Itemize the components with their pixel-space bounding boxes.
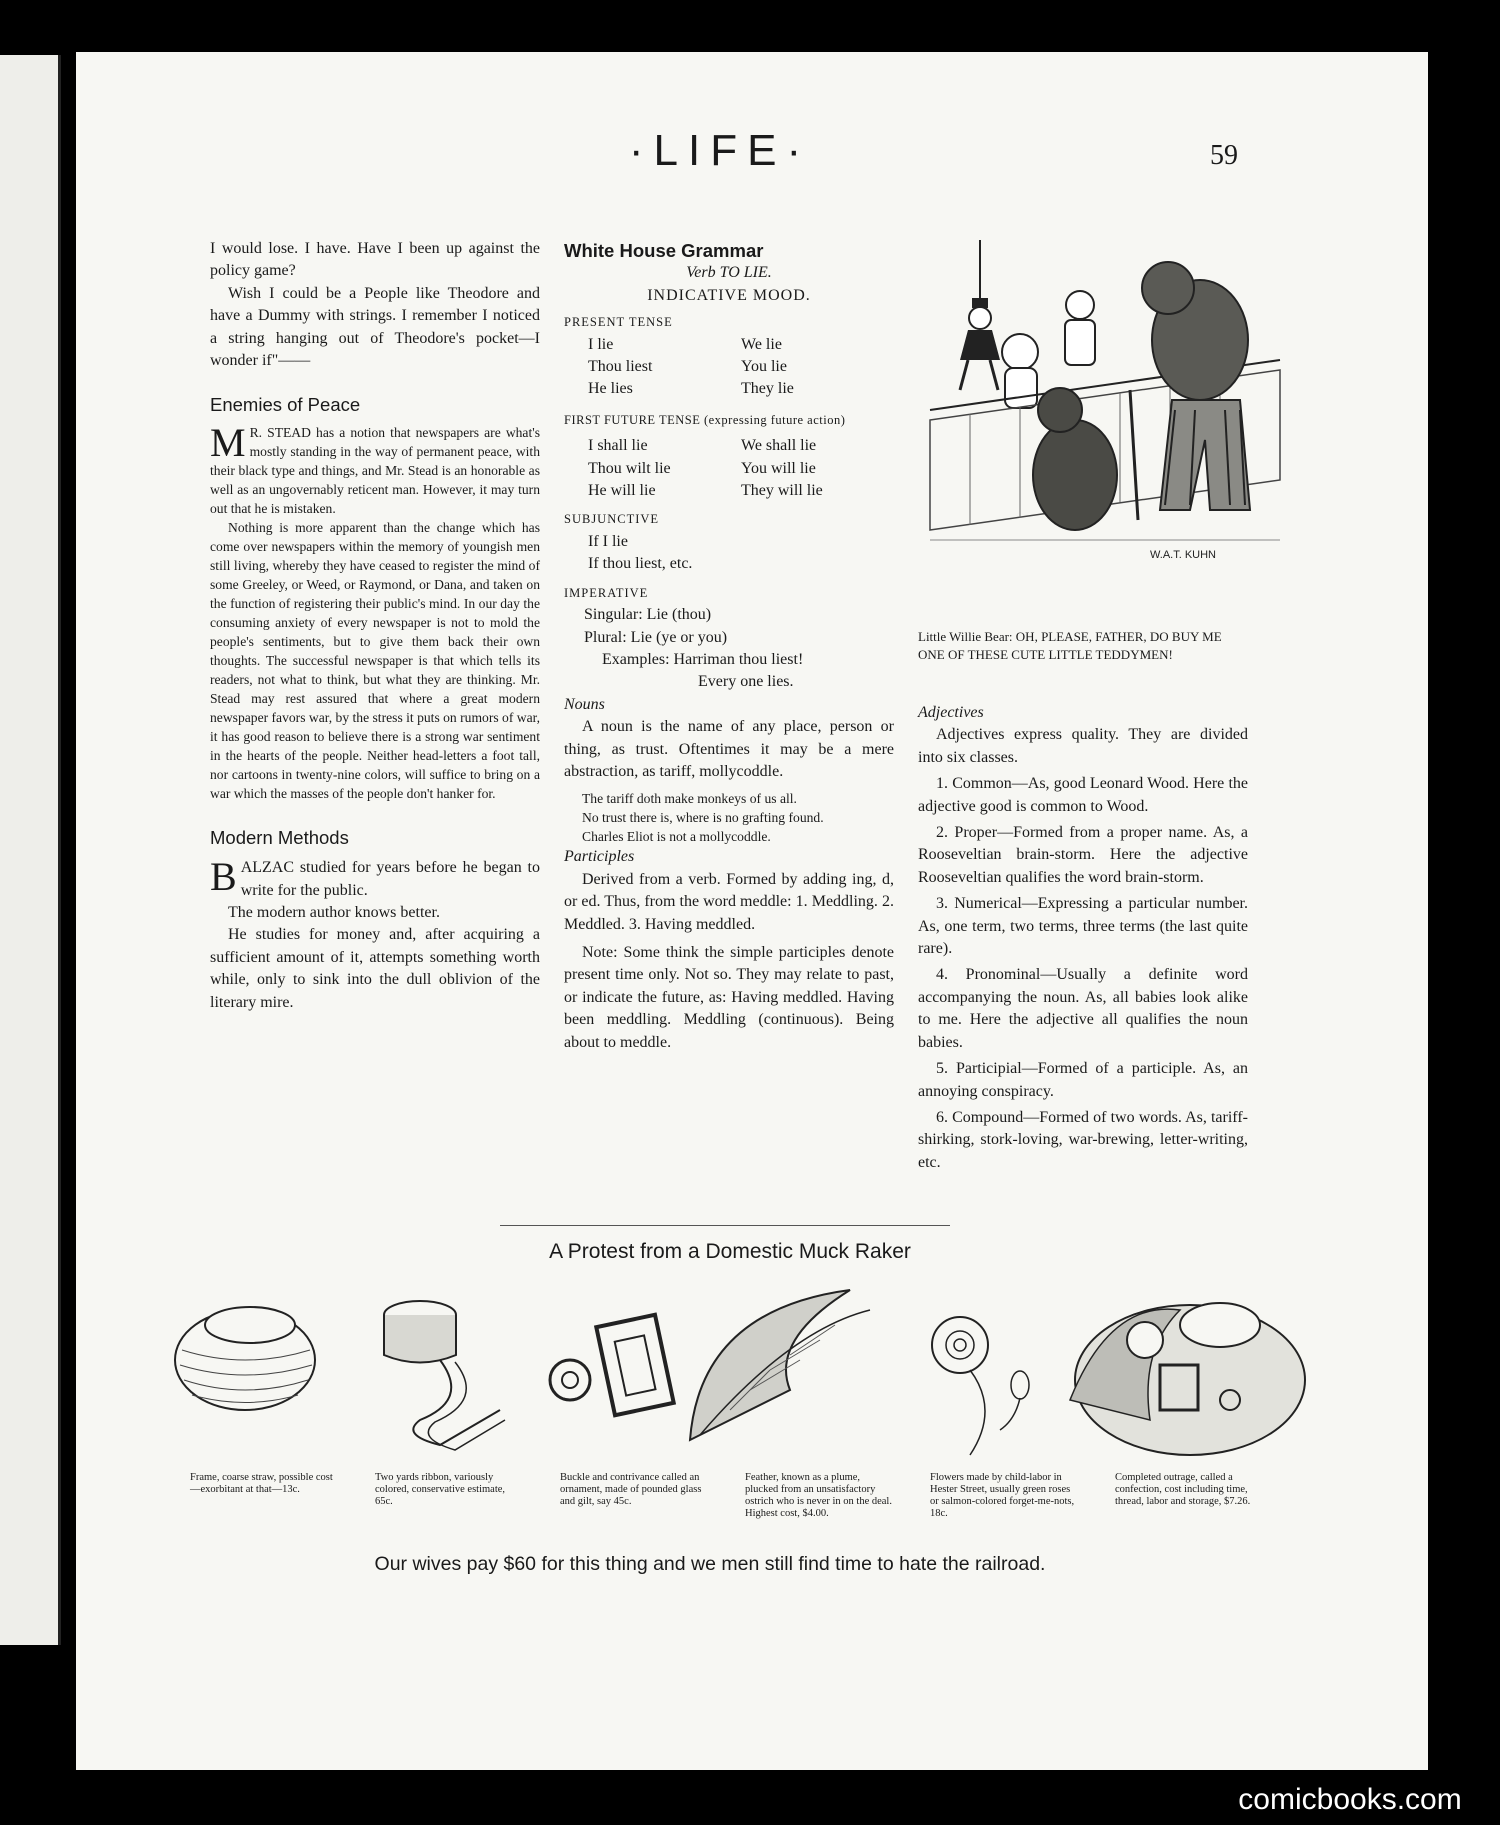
conjugation-cell: I lie — [588, 335, 614, 353]
adjectives-intro: Adjectives express quality. They are divided into six classes. — [918, 726, 1248, 766]
drop-cap: B — [210, 854, 237, 900]
caption-flowers: Flowers made by child-labor in Hester Street, usually green roses or salmon-colored forget-me-nots, 18c. — [930, 1472, 1075, 1519]
present-tense-table — [564, 334, 894, 401]
conjugation-cell: We lie — [741, 335, 782, 353]
conjugation-cell: He lies — [588, 380, 633, 398]
conjugation-cell: You lie — [741, 358, 787, 376]
conjugation-cell: He will lie — [588, 482, 656, 500]
future-tense-table — [564, 435, 894, 502]
article-paragraph: He studies for money and, after acquiring a sufficient amount of it, attempts something worth while, only to sink into the dull oblivion of the literary mire. — [210, 926, 540, 1011]
nouns-paragraph: A noun is the name of any place, person or thing, as trust. Oftentimes it may be a mere abstraction, as tariff, mollycoddle. — [564, 718, 894, 780]
completed-hat-drawing — [1070, 1303, 1305, 1455]
enemies-title: Enemies of Peace — [210, 394, 361, 416]
caption-buckle: Buckle and contrivance called an ornament, made of pounded glass and gilt, say 45c. — [560, 1472, 702, 1507]
conjugation-cell: We shall lie — [741, 437, 817, 455]
adjective-class: 4. Pronominal—Usually a definite word accompanying the noun. As, all babies look alike to me. Here the adjective all qualifies the noun babies. — [918, 966, 1248, 1051]
page-number: 59 — [1210, 140, 1238, 171]
nouns-title: Nouns — [564, 695, 605, 713]
imperative-line: Examples: Harriman thou liest! — [602, 650, 804, 668]
teddy-bear-cartoon — [910, 240, 1290, 620]
adjective-class: 5. Participial—Formed of a participle. As, an annoying conspiracy. — [918, 1060, 1248, 1100]
participles-paragraph: Derived from a verb. Formed by adding ing, d, or ed. Thus, from the word meddle: 1. Meddling. 2. Meddled. 3. Having meddled. — [564, 870, 894, 933]
section-divider — [500, 1225, 950, 1226]
present-tense-label: PRESENT TENSE — [564, 315, 673, 330]
subjunctive-line: If I lie — [588, 532, 628, 550]
protest-captions — [190, 1472, 1290, 1552]
participles-title: Participles — [564, 848, 635, 866]
caption-feather: Feather, known as a plume, plucked from an unsatisfactory ostrich who is never in on the deal. Highest cost, $4.00. — [745, 1472, 892, 1519]
left-column — [210, 238, 540, 1014]
noun-example: The tariff doth make monkeys of us all. — [582, 791, 797, 807]
subjunctive-label: SUBJUNCTIVE — [564, 512, 660, 527]
subjunctive-lines — [564, 531, 894, 576]
buckle-drawing — [550, 1315, 674, 1416]
noun-example: Charles Eliot is not a mollycoddle. — [582, 829, 771, 845]
protest-title: A Protest from a Domestic Muck Raker — [549, 1240, 911, 1263]
site-watermark: comicbooks.com — [1205, 1780, 1495, 1820]
nouns-examples — [564, 789, 894, 846]
subjunctive-line: If thou liest, etc. — [588, 555, 693, 573]
caption-frame: Frame, coarse straw, possible cost—exorbitant at that—13c. — [190, 1472, 333, 1495]
hat-parts-illustration — [170, 1270, 1310, 1470]
adjective-class: 2. Proper—Formed from a proper name. As, a Rooseveltian brain-storm. Here the adjective Rooseveltian qualifies the word brain-storm. — [918, 824, 1248, 886]
adjective-class: 3. Numerical—Expressing a particular number. As, one term, two terms, three terms (the last quite rare). — [918, 895, 1248, 958]
imperative-line: Singular: Lie (thou) — [584, 606, 712, 624]
article-paragraph: Nothing is more apparent than the change which has come over newspapers within the memory of youngish men still living, whereby they have ceased to register the mind of some Greeley, or Weed, or Raymond, or Dana, and taken on the function of registering their public's mind. In our day the consuming anxiety of every newspaper is not to mold the people's sentiments, but to give them back their own thoughts. The successful newspaper is that which tells its readers, not what to think, but what they are thinking. Mr. Stead may rest assured that where a great modern newspaper favors war, by the stress it puts on rumors of war, it has good reason to believe there is a strong war sentiment in the hearts of the people. Neither head-letters a foot tall, nor cartoons in twenty-nine colors, will suffice to bring on a war which the masses of the people don't hanker for. — [210, 519, 540, 801]
masthead: ·LIFE· — [628, 126, 812, 175]
modern-title: Modern Methods — [210, 826, 349, 848]
right-column — [918, 702, 1248, 1174]
participles-paragraph: Note: Some think the simple participles denote present time only. Not so. They may relate to past, or indicate the future, as: Having meddled. Having been meddling. Meddling (continuous). Being about to meddle. — [564, 943, 894, 1051]
intro-paragraph: Wish I could be a People like Theodore and have a Dummy with strings. I remember I noticed a string hanging out of Theodore's pocket—I wonder if"—— — [210, 284, 540, 370]
conjugation-cell: You will lie — [741, 459, 816, 477]
cartoon-signature: W.A.T. KUHN — [1150, 549, 1217, 561]
conjugation-cell: Thou liest — [588, 358, 653, 376]
straw-frame-drawing — [175, 1307, 315, 1410]
conjugation-cell: They lie — [741, 380, 794, 398]
caption-completed-hat: Completed outrage, called a confection, cost including time, thread, labor and storage, $7.26. — [1115, 1472, 1251, 1507]
adjectives-title: Adjectives — [918, 704, 984, 721]
article-paragraph: The modern author knows better. — [228, 904, 440, 922]
article-paragraph: R. STEAD has a notion that newspapers are what's mostly standing in the way of permanent peace, with their black type and things, and Mr. Stead is an honorable as well as an ungovernably reticent man. However, it may turn out that he is mistaken. — [210, 424, 540, 516]
middle-column — [564, 240, 894, 1054]
adjective-class: 1. Common—As, good Leonard Wood. Here the adjective good is common to Wood. — [918, 775, 1248, 815]
imperative-lines — [564, 604, 894, 694]
conjugation-cell: Thou wilt lie — [588, 459, 671, 477]
conjugation-cell: They will lie — [741, 482, 823, 500]
grammar-title: White House Grammar — [564, 240, 764, 261]
enemies-article — [210, 419, 540, 803]
plume-drawing — [690, 1290, 870, 1440]
imperative-label: IMPERATIVE — [564, 585, 649, 600]
conjugation-cell: I shall lie — [588, 437, 648, 455]
drop-cap: M — [210, 419, 246, 465]
intro-paragraph: I would lose. I have. Have I been up against the policy game? — [210, 240, 540, 280]
ribbon-drawing — [384, 1301, 505, 1450]
noun-example: No trust there is, where is no grafting found. — [582, 810, 824, 826]
cartoon-caption: Little Willie Bear: OH, PLEASE, FATHER, DO BUY ME ONE OF THESE CUTE LITTLE TEDDYMEN! — [918, 629, 1222, 662]
imperative-line: Every one lies. — [698, 673, 794, 691]
imperative-line: Plural: Lie (ye or you) — [584, 628, 728, 646]
previous-page-edge — [0, 55, 61, 1645]
caption-ribbon: Two yards ribbon, variously colored, conservative estimate, 65c. — [375, 1472, 506, 1507]
flowers-drawing — [932, 1317, 1029, 1455]
adjective-class: 6. Compound—Formed of two words. As, tariff-shirking, stork-loving, war-brewing, letter-writing, etc. — [918, 1108, 1248, 1171]
future-tense-label: FIRST FUTURE TENSE (expressing future action) — [564, 412, 846, 427]
verb-heading: Verb TO LIE. — [686, 264, 772, 282]
article-paragraph: ALZAC studied for years before he began to write for the public. — [240, 859, 540, 899]
protest-punchline: Our wives pay $60 for this thing and we men still find time to hate the railroad. — [374, 1553, 1046, 1575]
mood-heading: INDICATIVE MOOD. — [647, 286, 811, 304]
